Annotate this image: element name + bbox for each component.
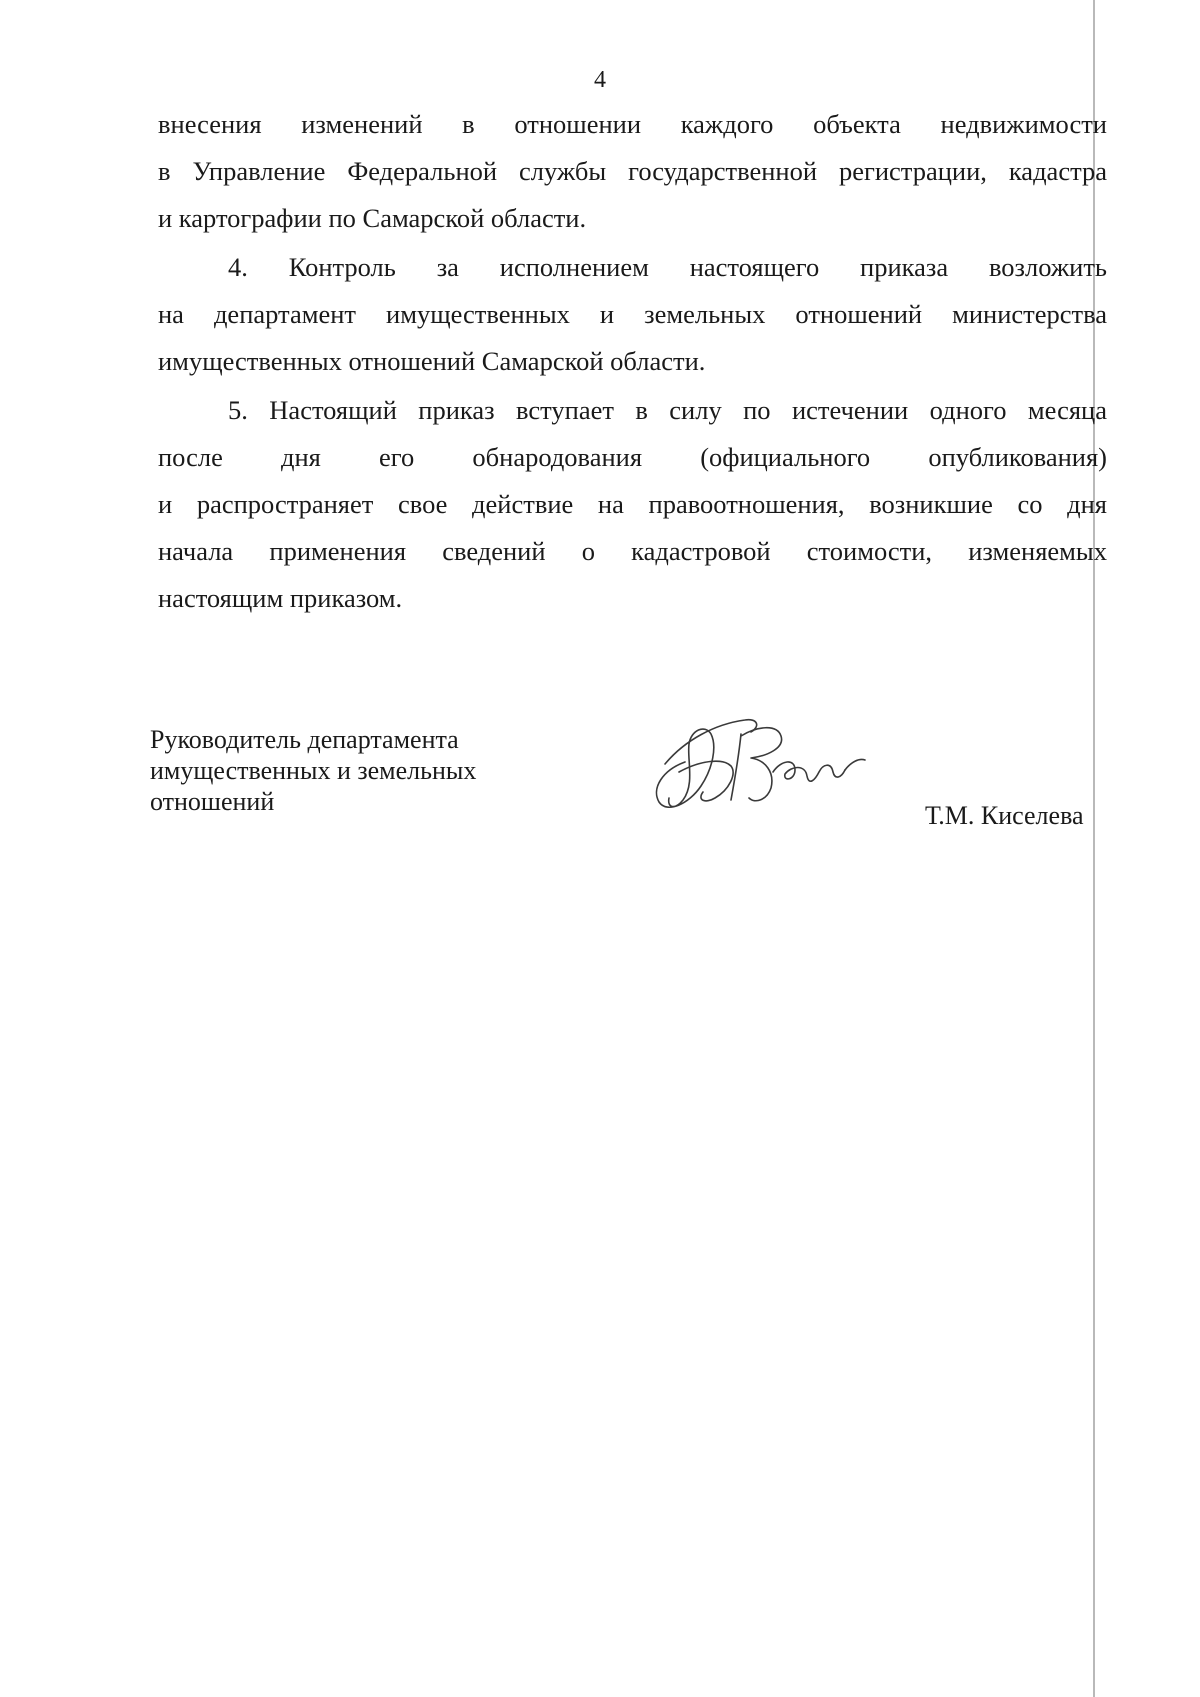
paragraph-line: внесения изменений в отношении каждого объекта недвижимости [158,109,1107,139]
paragraph-line: 5. Настоящий приказ вступает в силу по истечении одного месяца [228,395,1107,425]
signer-position-line: Руководитель департамента [150,725,459,754]
paragraph-line: и картографии по Самарской области. [158,203,587,233]
paragraph-line: на департамент имущественных и земельных отношений министерства [158,299,1107,329]
paragraph-4 [158,244,1107,385]
paragraph-line: имущественных отношений Самарской области. [158,346,706,376]
paragraph-line: и распространяет свое действие на правоотношения, возникшие со дня [158,489,1107,519]
signer-name: Т.М. Киселева [925,801,1084,830]
paragraph-line: начала применения сведений о кадастровой стоимости, изменяемых [158,536,1107,566]
paragraph-line: в Управление Федеральной службы государственной регистрации, кадастра [158,156,1107,186]
paragraph-5 [158,387,1107,622]
paragraph-line: после дня его обнародования (официального опубликования) [158,442,1107,472]
signer-position [150,724,476,817]
paragraph-1 [158,101,1107,242]
handwritten-signature-icon [645,700,885,818]
page-number: 4 [594,67,606,93]
signer-position-line: имущественных и земельных [150,756,477,785]
paragraph-line: 4. Контроль за исполнением настоящего приказа возложить [228,252,1107,282]
document-body [158,101,1107,622]
signer-position-line: отношений [150,787,275,816]
paragraph-line: настоящим приказом. [158,583,403,613]
